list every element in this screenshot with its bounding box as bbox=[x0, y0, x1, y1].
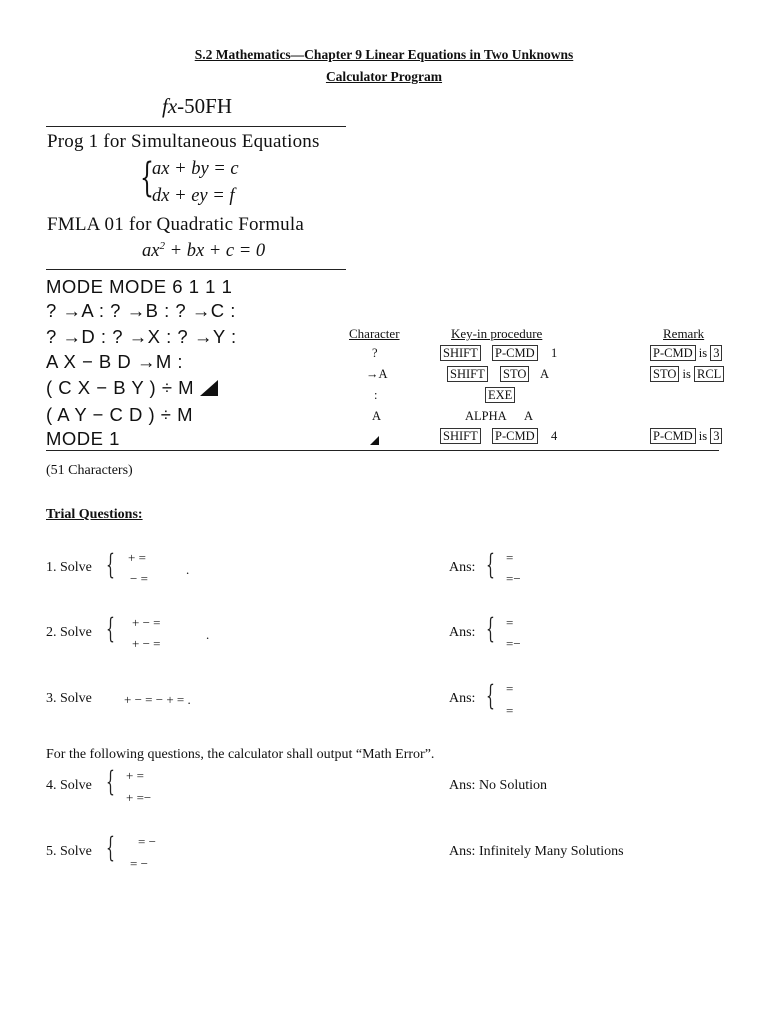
col-header-character: Character bbox=[349, 326, 400, 341]
equation-1: ax + by = c bbox=[152, 159, 239, 179]
q1-line-1: + = bbox=[128, 550, 146, 565]
row4-key-alpha: ALPHA bbox=[465, 409, 507, 423]
q3-line: + − = − + = . bbox=[124, 692, 191, 707]
col-header-remark: Remark bbox=[663, 326, 705, 341]
divider-middle bbox=[46, 269, 346, 270]
display-triangle-icon bbox=[200, 380, 218, 396]
q5-answer: Ans: Infinitely Many Solutions bbox=[449, 844, 624, 859]
row3-character: : bbox=[374, 388, 378, 402]
q4-brace: { bbox=[106, 765, 115, 798]
q2-answer-label: Ans: bbox=[449, 625, 476, 640]
row2-key-1: SHIFT bbox=[447, 366, 488, 382]
row2-remark bbox=[650, 367, 724, 382]
program-line-4: A X − B D →M : bbox=[46, 351, 184, 372]
equation-2: dx + ey = f bbox=[152, 186, 235, 206]
row1-remark-is: is bbox=[698, 346, 708, 360]
row5-character bbox=[370, 432, 379, 450]
row4-key-a: A bbox=[524, 409, 534, 423]
row3-key-exe bbox=[485, 388, 515, 403]
quadratic-exponent: 2 bbox=[159, 240, 165, 252]
calculator-model bbox=[162, 94, 232, 119]
row1-key-shift bbox=[440, 346, 481, 361]
character-count: (51 Characters) bbox=[46, 463, 133, 478]
divider-top bbox=[46, 126, 346, 127]
row3-key-1: EXE bbox=[485, 387, 515, 403]
row5-remark bbox=[650, 429, 722, 444]
q1-answer-2: =− bbox=[506, 571, 521, 586]
table-bottom-line bbox=[339, 450, 719, 451]
q5-label: 5. Solve bbox=[46, 844, 92, 859]
q1-line-2: − = bbox=[130, 571, 148, 586]
row1-remark-key: P-CMD bbox=[650, 345, 696, 361]
program-line-7: MODE 1 bbox=[46, 428, 120, 449]
q2-answer-1: = bbox=[506, 615, 514, 630]
model-prefix: fx bbox=[162, 94, 178, 118]
q2-label: 2. Solve bbox=[46, 625, 92, 640]
row2-key-sto bbox=[500, 367, 529, 382]
q2-line-1: + − = bbox=[132, 615, 161, 630]
math-error-note: For the following questions, the calculator shall output “Math Error”. bbox=[46, 747, 435, 762]
program-line-5 bbox=[46, 377, 218, 399]
row4-character: A bbox=[372, 409, 382, 423]
q2-end: . bbox=[206, 627, 210, 642]
page-title: S.2 Mathematics—Chapter 9 Linear Equations in Two Unknowns bbox=[194, 47, 574, 62]
program-line-5-text: ( C X − B Y ) ÷ M bbox=[46, 377, 195, 398]
quadratic-equation bbox=[142, 240, 265, 262]
q4-line-1: + = bbox=[126, 768, 144, 783]
row2-key-3: A bbox=[540, 367, 550, 381]
prog1-heading: Prog 1 for Simultaneous Equations bbox=[47, 131, 320, 152]
row2-key-2: STO bbox=[500, 366, 529, 382]
row1-key-2: P-CMD bbox=[492, 345, 538, 361]
q2-brace: { bbox=[106, 612, 115, 645]
page-subtitle: Calculator Program bbox=[325, 69, 443, 84]
quadratic-a: ax bbox=[142, 241, 160, 262]
q2-line-2: + − = bbox=[132, 636, 161, 651]
q1-brace: { bbox=[106, 548, 115, 581]
q2-answer-2: =− bbox=[506, 636, 521, 651]
model-suffix: -50FH bbox=[177, 94, 232, 118]
program-line-6: ( A Y − C D ) ÷ M bbox=[46, 404, 193, 425]
program-line-2: ? →A : ? →B : ? →C : bbox=[46, 300, 236, 321]
q3-answer-label: Ans: bbox=[449, 691, 476, 706]
quadratic-rest: + bx + c = 0 bbox=[164, 241, 266, 262]
trial-heading: Trial Questions: bbox=[46, 507, 143, 522]
q5-line-1: = − bbox=[138, 834, 156, 849]
q5-brace: { bbox=[106, 831, 115, 864]
fmla-heading: FMLA 01 for Quadratic Formula bbox=[47, 214, 304, 235]
row2-character: →A bbox=[366, 367, 388, 381]
row2-remark-key: STO bbox=[650, 366, 679, 382]
q1-label: 1. Solve bbox=[46, 560, 92, 575]
row1-remark bbox=[650, 346, 722, 361]
program-line-3: ? →D : ? →X : ? →Y : bbox=[46, 326, 237, 347]
row1-key-3: 1 bbox=[551, 346, 558, 360]
program-line-1: MODE MODE 6 1 1 1 bbox=[46, 276, 233, 297]
row1-character: ? bbox=[372, 346, 378, 360]
q4-answer: Ans: No Solution bbox=[449, 778, 548, 793]
row2-remark-val: RCL bbox=[694, 366, 724, 382]
q1-answer-brace: { bbox=[486, 548, 495, 581]
q4-label: 4. Solve bbox=[46, 778, 92, 793]
q1-answer-1: = bbox=[506, 550, 514, 565]
row2-remark-is: is bbox=[682, 367, 691, 381]
row5-key-1: SHIFT bbox=[440, 428, 481, 444]
q3-answer-1: = bbox=[506, 681, 514, 696]
q1-end: . bbox=[186, 562, 190, 577]
col-header-procedure: Key-in procedure bbox=[451, 326, 543, 341]
q5-line-2: = − bbox=[130, 856, 148, 871]
display-triangle-small-icon bbox=[370, 436, 379, 445]
row2-key-shift bbox=[447, 367, 488, 382]
q2-answer-brace: { bbox=[486, 612, 495, 645]
row5-key-3: 4 bbox=[551, 429, 558, 443]
q3-label: 3. Solve bbox=[46, 691, 92, 706]
divider-bottom bbox=[46, 450, 346, 451]
q3-answer-brace: { bbox=[486, 679, 495, 712]
q1-answer-label: Ans: bbox=[449, 560, 476, 575]
row5-remark-is: is bbox=[698, 429, 708, 443]
system-brace: { bbox=[140, 155, 154, 201]
row5-key-2: P-CMD bbox=[492, 428, 538, 444]
row1-remark-val: 3 bbox=[710, 345, 722, 361]
row5-remark-key: P-CMD bbox=[650, 428, 696, 444]
row5-key-pcmd bbox=[492, 429, 538, 444]
row1-key-1: SHIFT bbox=[440, 345, 481, 361]
row5-key-shift bbox=[440, 429, 481, 444]
q4-line-2: + =− bbox=[126, 790, 152, 805]
row1-key-pcmd bbox=[492, 346, 538, 361]
q3-answer-2: = bbox=[506, 703, 514, 718]
row5-remark-val: 3 bbox=[710, 428, 722, 444]
